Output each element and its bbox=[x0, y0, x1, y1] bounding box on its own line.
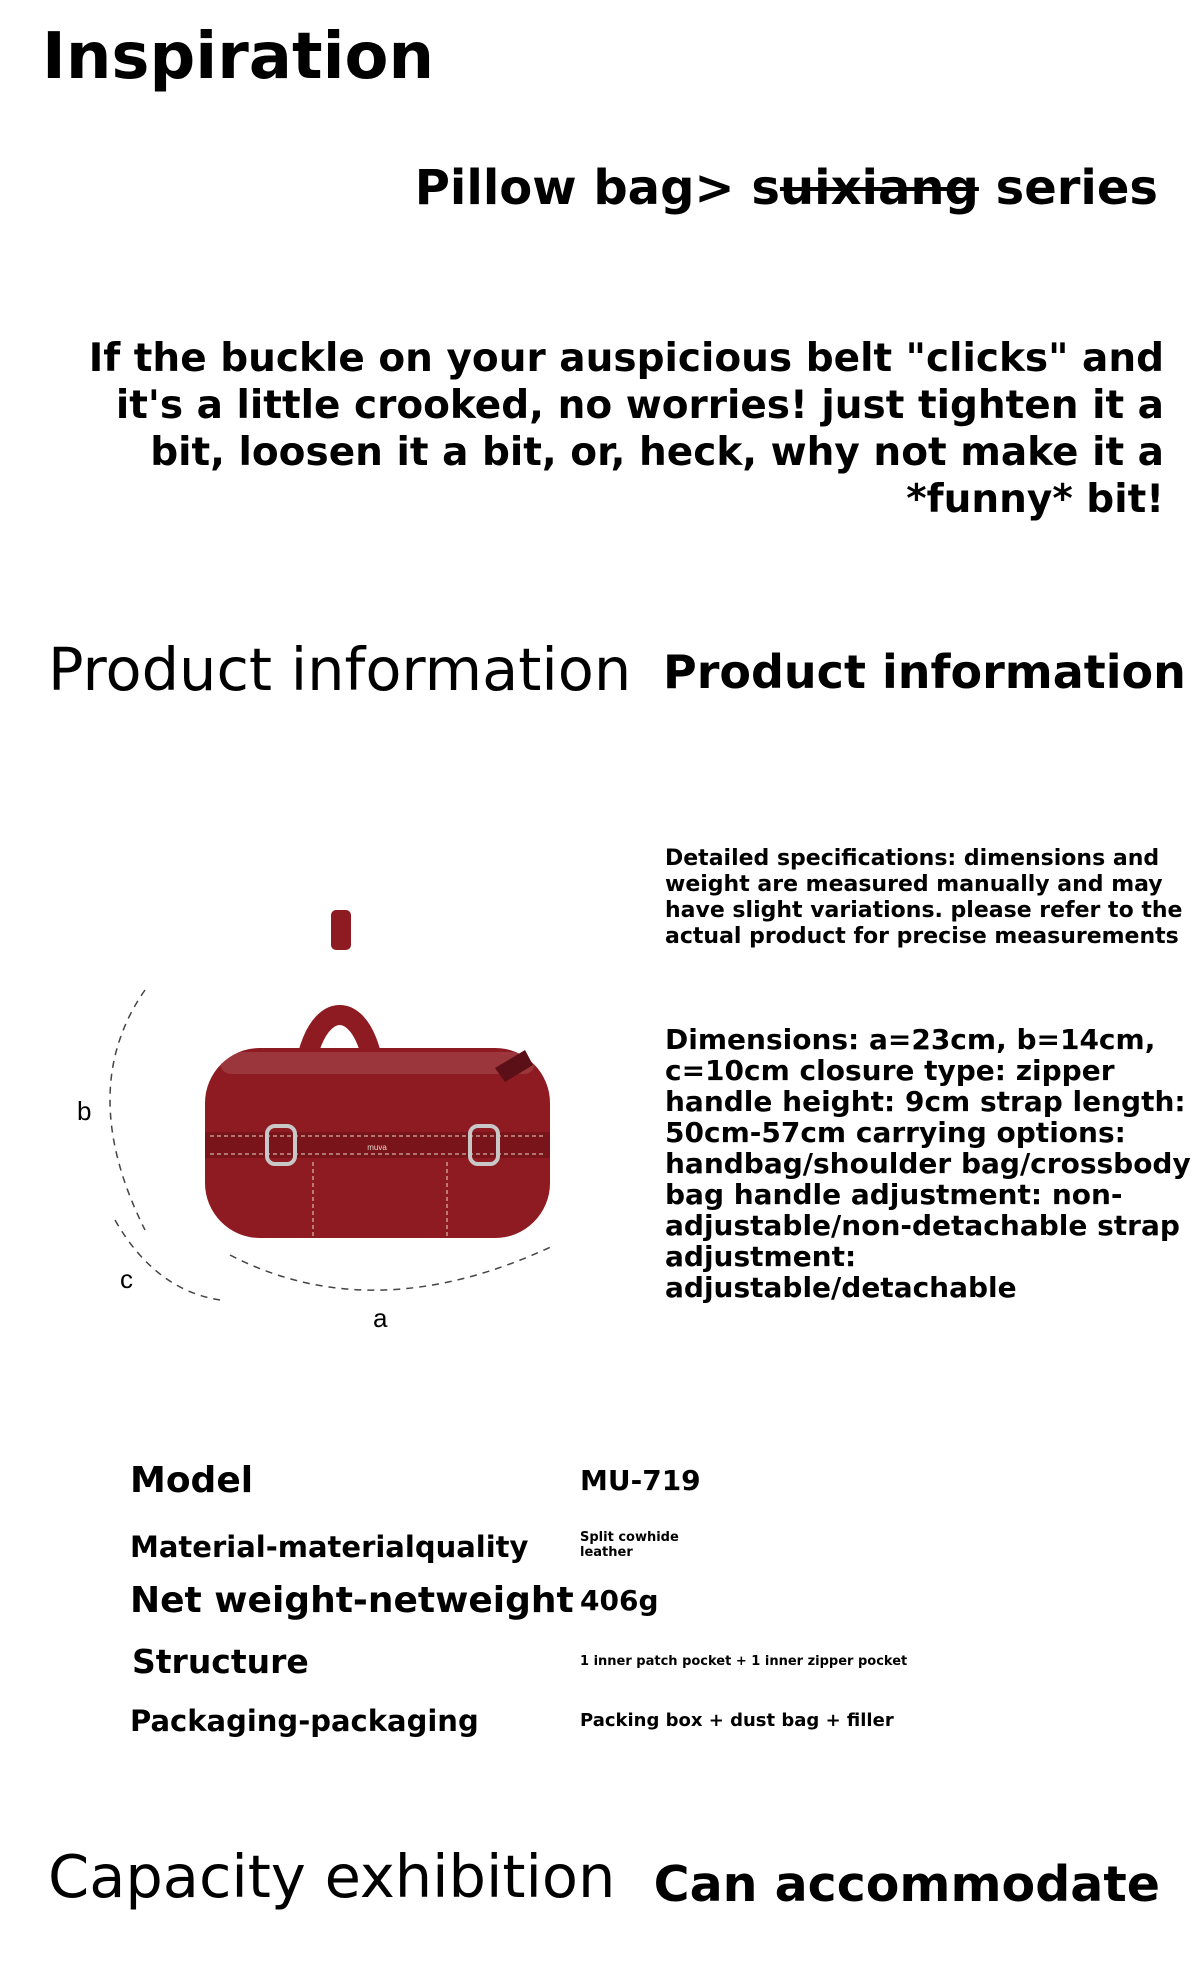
spec-row-weight bbox=[130, 1580, 1030, 1636]
dim-label-b: b bbox=[77, 1096, 92, 1126]
spec-row-material bbox=[130, 1524, 1030, 1580]
spec-key: Structure bbox=[132, 1642, 309, 1681]
spec-value: MU-719 bbox=[580, 1464, 701, 1497]
product-info-heading: Product information bbox=[48, 635, 632, 704]
series-struck-text: uixiang bbox=[779, 160, 979, 216]
spec-key: Material-materialquality bbox=[130, 1530, 529, 1564]
spec-key: Model bbox=[130, 1460, 254, 1501]
spec-key: Net weight-netweight bbox=[130, 1580, 574, 1621]
spec-note: Detailed specifications: dimensions and weight are measured manually and may have slight variations. please refer to the actual product for precise measurements bbox=[665, 846, 1183, 949]
bag-illustration bbox=[55, 900, 595, 1360]
series-title bbox=[415, 160, 1158, 216]
spec-row-structure bbox=[130, 1642, 1030, 1698]
spec-dimensions: Dimensions: a=23cm, b=14cm, c=10cm closure type: zipper handle height: 9cm strap length: 50cm-57cm carrying options: handbag/shoulder bag/crossbody bag handle adjustment: non-adjustable/non-detachable strap adjustment: adjustable/detachable bbox=[665, 1023, 1191, 1304]
spec-value: Packing box + dust bag + filler bbox=[580, 1710, 894, 1731]
capacity-subheading: Can accommodate bbox=[653, 1856, 1160, 1913]
series-suffix: series bbox=[978, 160, 1158, 216]
spec-row-model bbox=[130, 1460, 1030, 1516]
spec-value: 406g bbox=[580, 1584, 659, 1617]
bag-image bbox=[55, 900, 595, 1360]
spec-key: Packaging-packaging bbox=[130, 1704, 479, 1738]
dim-label-c: c bbox=[120, 1264, 133, 1294]
inspiration-quote: If the buckle on your auspicious belt "clicks" and it's a little crooked, no worries! just tighten it a bit, loosen it a bit, or, heck, why not make it a *funny* bit! bbox=[88, 336, 1164, 522]
bag-logo: muva bbox=[367, 1143, 387, 1152]
capacity-heading: Capacity exhibition bbox=[48, 1842, 616, 1911]
product-info-heading-bold: Product information bbox=[663, 645, 1186, 699]
inspiration-heading: Inspiration bbox=[42, 20, 435, 94]
spec-row-packaging bbox=[130, 1704, 1030, 1760]
series-prefix: Pillow bag> s bbox=[414, 160, 780, 216]
spec-value: Split cowhide leather bbox=[580, 1530, 679, 1560]
dim-label-a: a bbox=[373, 1303, 388, 1333]
spec-value: 1 inner patch pocket + 1 inner zipper pocket bbox=[580, 1654, 908, 1669]
